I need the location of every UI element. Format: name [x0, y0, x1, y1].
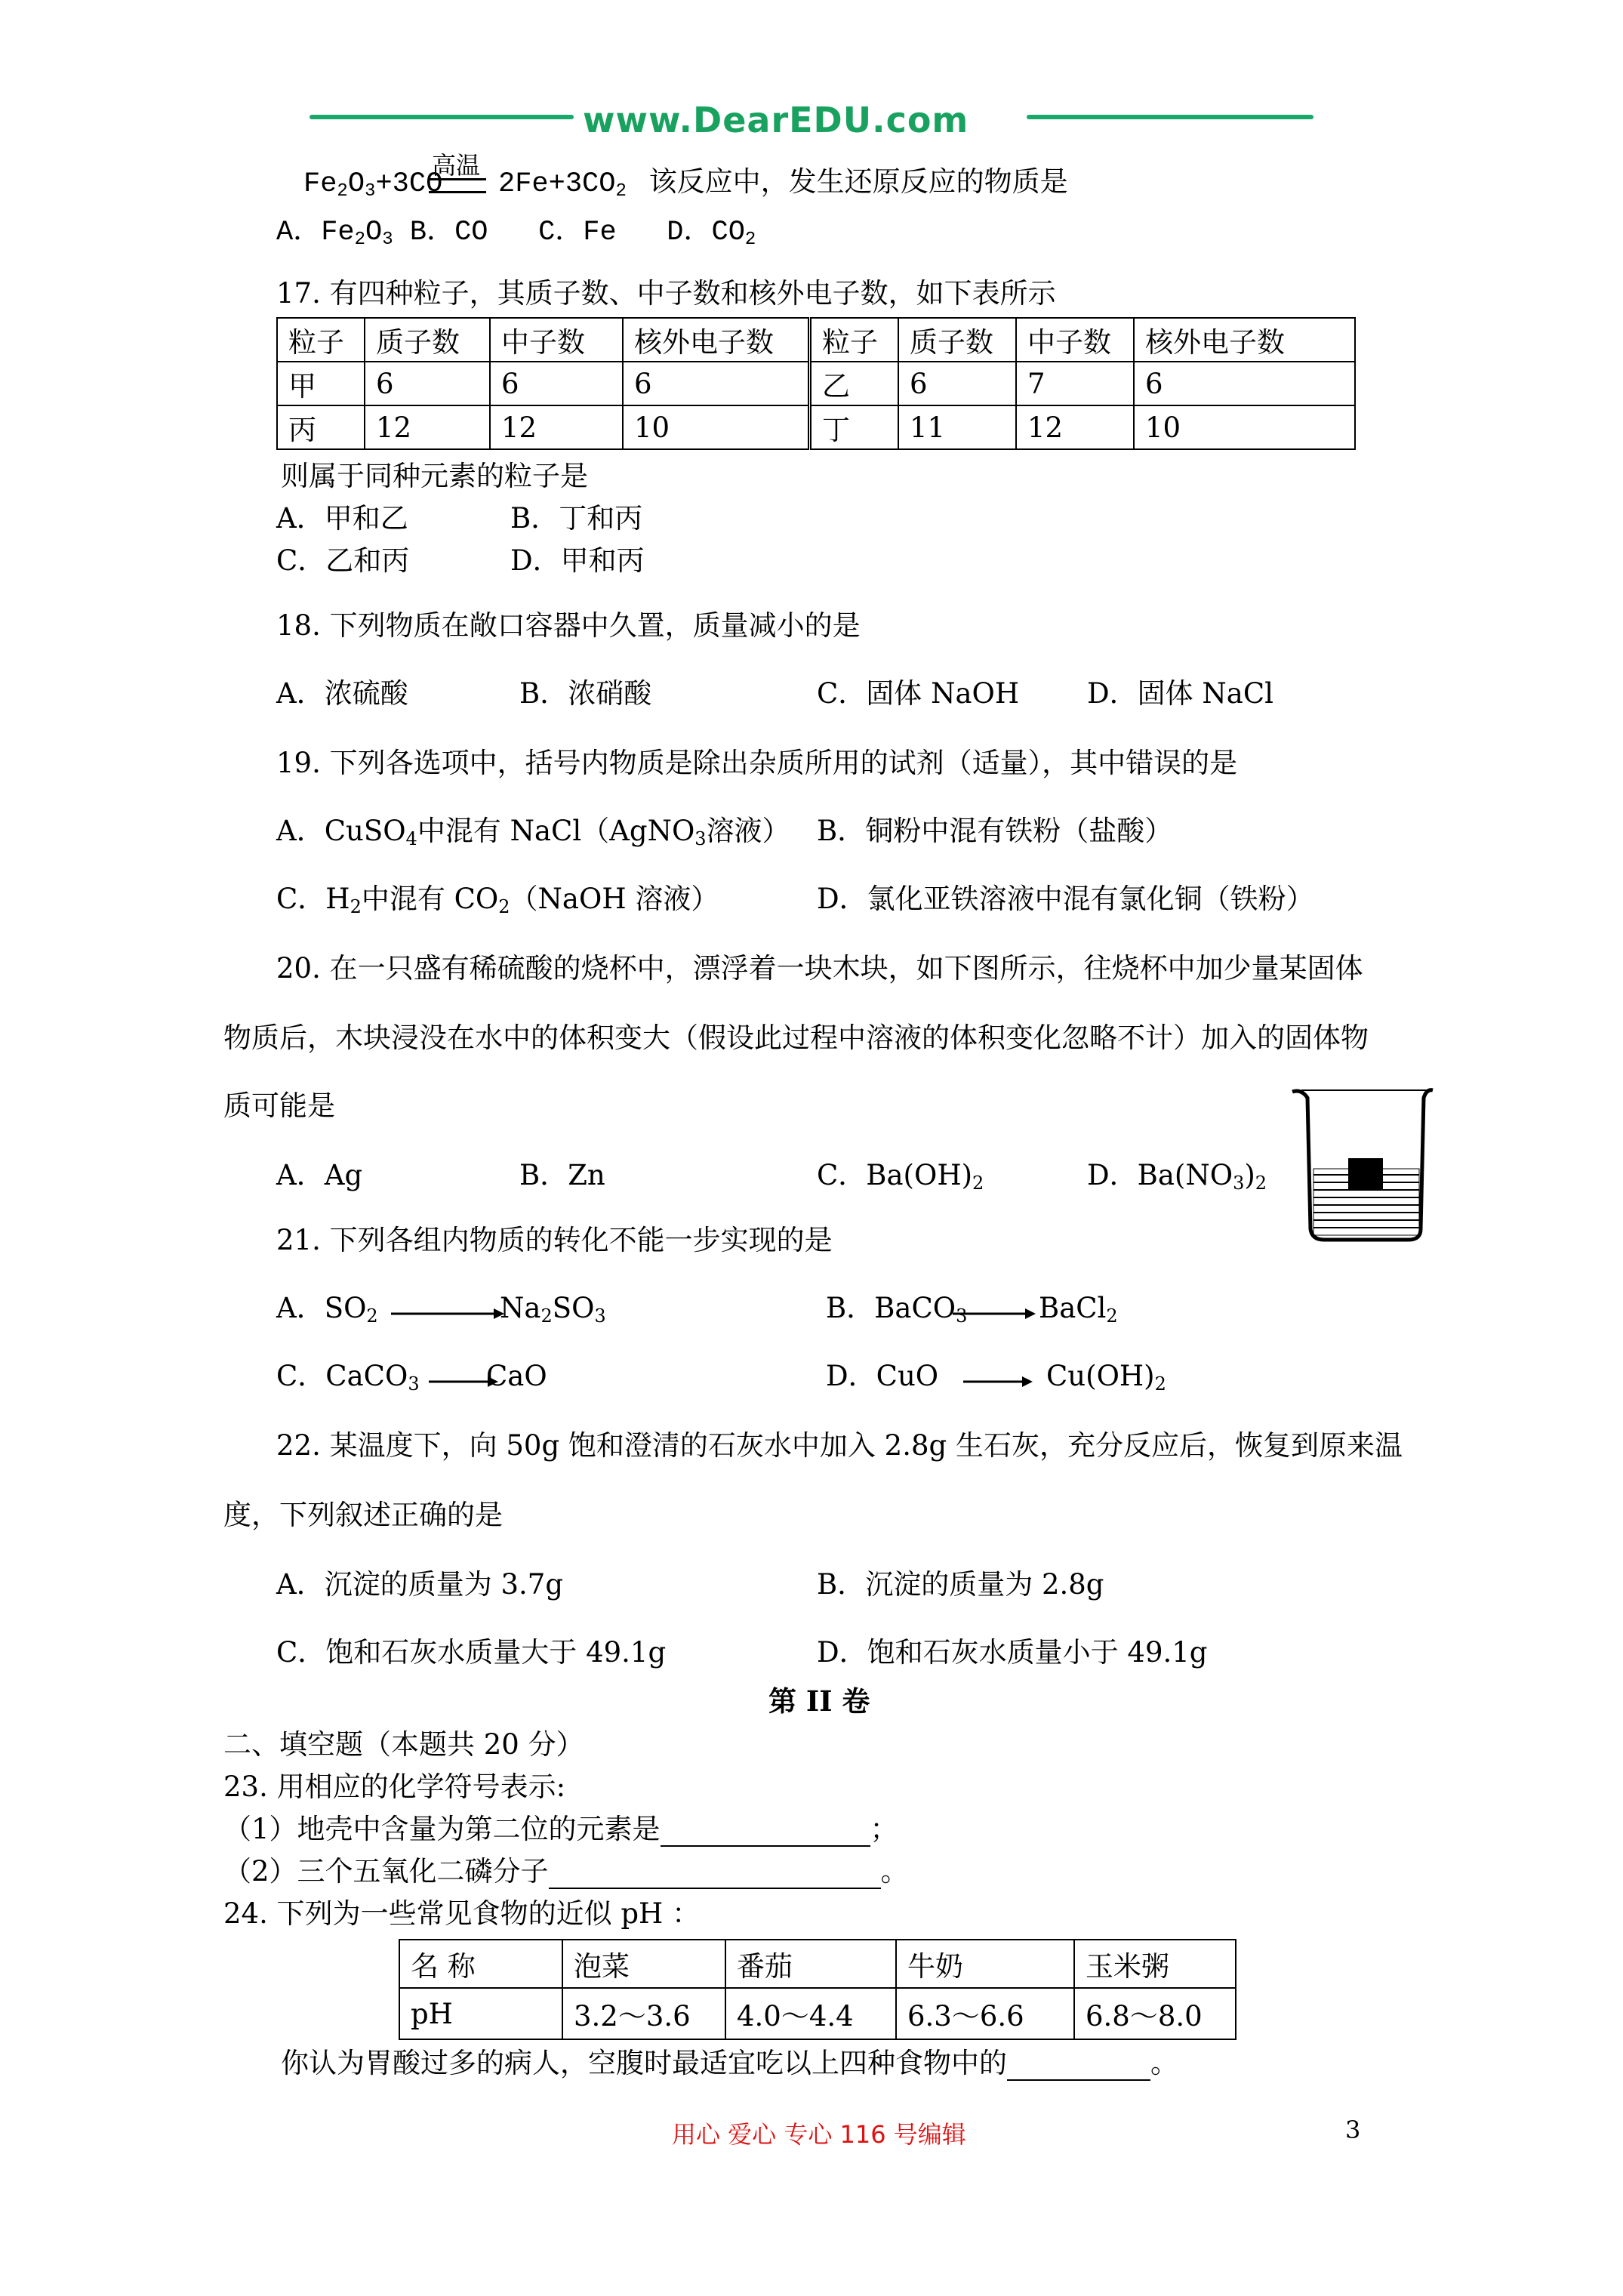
q22-option-a: A．沉淀的质量为 3.7g: [276, 1568, 564, 1601]
q21-option-a-product: $Na_2SO_3$: [500, 1292, 606, 1327]
q20-option-b: B．Zn: [519, 1159, 605, 1191]
footer-text: 用心 爱心 专心 116 号编辑: [672, 2120, 966, 2149]
table-cell: 6.8～8.0: [1074, 1988, 1236, 2039]
q23-item2-text: （2）三个五氧化二磷分子: [223, 1855, 549, 1888]
q23-item1-text: （1）地壳中含量为第二位的元素是: [223, 1813, 661, 1845]
q23-answer-blank-2[interactable]: [549, 1859, 881, 1889]
table-cell: 6: [898, 362, 1016, 405]
q21-option-c: C．CaCO$_3$: [276, 1360, 420, 1395]
table-cell: 粒子: [277, 318, 365, 362]
table-header-row: [399, 1940, 1236, 1988]
q18-option-a: A．浓硫酸: [276, 677, 408, 710]
q22-option-b: B．沉淀的质量为 2.8g: [817, 1568, 1104, 1601]
q20-line3: 质可能是: [223, 1089, 335, 1122]
q21-option-b-product: BaCl$_2$: [1039, 1292, 1118, 1327]
q21-stem: 21. 下列各组内物质的转化不能一步实现的是: [276, 1224, 833, 1256]
q19-option-b: B．铜粉中混有铁粉（盐酸）: [817, 815, 1173, 847]
table-cell: 6: [1134, 362, 1355, 405]
q23-item2: [223, 1854, 909, 1889]
q17-option-c: C．乙和丙: [276, 544, 410, 577]
table-cell: 10: [623, 405, 810, 449]
q18-option-c: C．固体 NaOH: [817, 677, 1020, 710]
table-cell: 中子数: [490, 318, 623, 362]
table-cell: 牛奶: [896, 1940, 1074, 1988]
q22-option-c: C．饱和石灰水质量大于 49.1g: [276, 1636, 667, 1669]
table-row: [277, 405, 1355, 449]
table-cell: 3.2～3.6: [562, 1988, 725, 2039]
q17-option-a: A．甲和乙: [276, 502, 408, 535]
q19-option-c: C．$H_2$中混有 $CO_2(NaOH$ 溶液）: [276, 883, 719, 917]
q17-stem: 17. 有四种粒子，其质子数、中子数和核外电子数，如下表所示: [276, 277, 1056, 310]
table-row: [399, 1988, 1236, 2039]
q21-option-b: B．BaCO$_3$: [826, 1292, 968, 1327]
q19-option-a: A．CuSO$_4$中混有 NaCl（AgNO$_3$溶液）: [276, 815, 790, 849]
q21-option-c-product: CaO: [486, 1360, 547, 1392]
q20-line2: 物质后，木块浸没在水中的体积变大（假设此过程中溶液的体积变化忽略不计）加入的固体物: [223, 1022, 1369, 1054]
q21-option-a: A．$SO_2$: [276, 1292, 378, 1327]
q24-question-text: 你认为胃酸过多的病人，空腹时最适宜吃以上四种食物中的: [281, 2047, 1007, 2079]
table-cell: 质子数: [365, 318, 490, 362]
page-number: 3: [1345, 2116, 1361, 2144]
table-cell: 11: [898, 405, 1016, 449]
table-row: [277, 362, 1355, 405]
q19-stem: 19. 下列各选项中，括号内物质是除出杂质所用的试剂（适量），其中错误的是: [276, 747, 1238, 779]
table-cell: 6.3～6.6: [896, 1988, 1074, 2039]
q20-option-d: D．$Ba(NO_3)_2$: [1087, 1159, 1267, 1194]
table-cell: 乙: [810, 362, 899, 405]
q17-table: [276, 317, 1356, 450]
q23-item1: [223, 1812, 898, 1847]
q24-stem: 24. 下列为一些常见食物的近似 pH ：: [223, 1897, 701, 1930]
q17-option-d: D．甲和丙: [510, 544, 645, 577]
table-cell: 泡菜: [562, 1940, 725, 1988]
q16-equals-sign: [429, 178, 486, 193]
table-cell: 4.0～4.4: [725, 1988, 896, 2039]
table-cell: 10: [1134, 405, 1355, 449]
table-cell: 12: [365, 405, 490, 449]
table-cell: 质子数: [898, 318, 1016, 362]
q16-condition: 高温: [432, 151, 481, 180]
table-cell: 7: [1016, 362, 1134, 405]
q24-table: [399, 1939, 1236, 2040]
q21-option-d: D．CuO: [826, 1360, 939, 1392]
beaker-with-block-diagram: [1288, 1086, 1436, 1244]
table-cell: pH: [399, 1988, 562, 2039]
arrow-icon: [953, 1306, 1036, 1321]
q20-option-c: C．$Ba(OH)_2$: [817, 1159, 984, 1194]
q18-option-d: D．固体 NaCl: [1087, 677, 1274, 710]
q22-line2: 度，下列叙述正确的是: [223, 1499, 503, 1531]
q17-option-b: B．丁和丙: [510, 502, 643, 535]
part2-title: 第 II 卷: [768, 1684, 870, 1718]
table-cell: 番茄: [725, 1940, 896, 1988]
q24-question-end: 。: [1150, 2047, 1178, 2079]
q24-question: [281, 2046, 1178, 2081]
table-cell: 核外电子数: [1134, 318, 1355, 362]
q22-line1: 22. 某温度下，向 50g 饱和澄清的石灰水中加入 2.8g 生石灰，充分反应后，恢复到原来温: [276, 1429, 1403, 1462]
header-line-right: [1027, 115, 1313, 119]
q19-option-d: D．氯化亚铁溶液中混有氯化铜（铁粉）: [817, 883, 1314, 915]
q16-reaction: $Fe_2O_3+3CO$: [303, 168, 443, 202]
table-cell: 核外电子数: [623, 318, 810, 362]
table-cell: 6: [365, 362, 490, 405]
q23-item2-end: 。: [880, 1855, 909, 1888]
q23-item1-end: ；: [870, 1813, 898, 1845]
table-cell: 玉米粥: [1074, 1940, 1236, 1988]
q22-option-d: D．饱和石灰水质量小于 49.1g: [817, 1636, 1208, 1669]
table-cell: 中子数: [1016, 318, 1134, 362]
q18-option-b: B．浓硝酸: [519, 677, 652, 710]
q21-option-d-product: $Cu(OH)_2$: [1046, 1360, 1166, 1395]
q24-answer-blank[interactable]: [1007, 2051, 1150, 2081]
q20-line1: 20. 在一只盛有稀硫酸的烧杯中，漂浮着一块木块，如下图所示，往烧杯中加少量某固体: [276, 952, 1363, 985]
table-cell: 粒子: [810, 318, 899, 362]
q16-options: A．$Fe_2O_3$ B．CO C．Fe D．$CO_2$: [276, 217, 756, 250]
q20-option-a: A．Ag: [276, 1159, 363, 1191]
q18-stem: 18. 下列物质在敞口容器中久置，质量减小的是: [276, 609, 861, 642]
arrow-icon: [391, 1306, 504, 1321]
header-line-left: [310, 115, 574, 119]
part2-section: 二、填空题（本题共 20 分）: [223, 1728, 584, 1761]
header-site: www.DearEDU.com: [583, 100, 969, 140]
table-cell: 6: [623, 362, 810, 405]
q23-answer-blank-1[interactable]: [661, 1817, 870, 1847]
arrow-icon: [963, 1374, 1033, 1389]
table-cell: 丙: [277, 405, 365, 449]
q17-question: 则属于同种元素的粒子是: [281, 460, 588, 492]
q16-products: $2Fe+3CO_2$ 该反应中，发生还原反应的物质是: [498, 165, 1068, 202]
table-cell: 6: [490, 362, 623, 405]
table-cell: 12: [490, 405, 623, 449]
table-header-row: [277, 318, 1355, 362]
table-cell: 名 称: [399, 1940, 562, 1988]
table-cell: 丁: [810, 405, 899, 449]
table-cell: 甲: [277, 362, 365, 405]
q23-stem: 23. 用相应的化学符号表示:: [223, 1771, 566, 1803]
table-cell: 12: [1016, 405, 1134, 449]
